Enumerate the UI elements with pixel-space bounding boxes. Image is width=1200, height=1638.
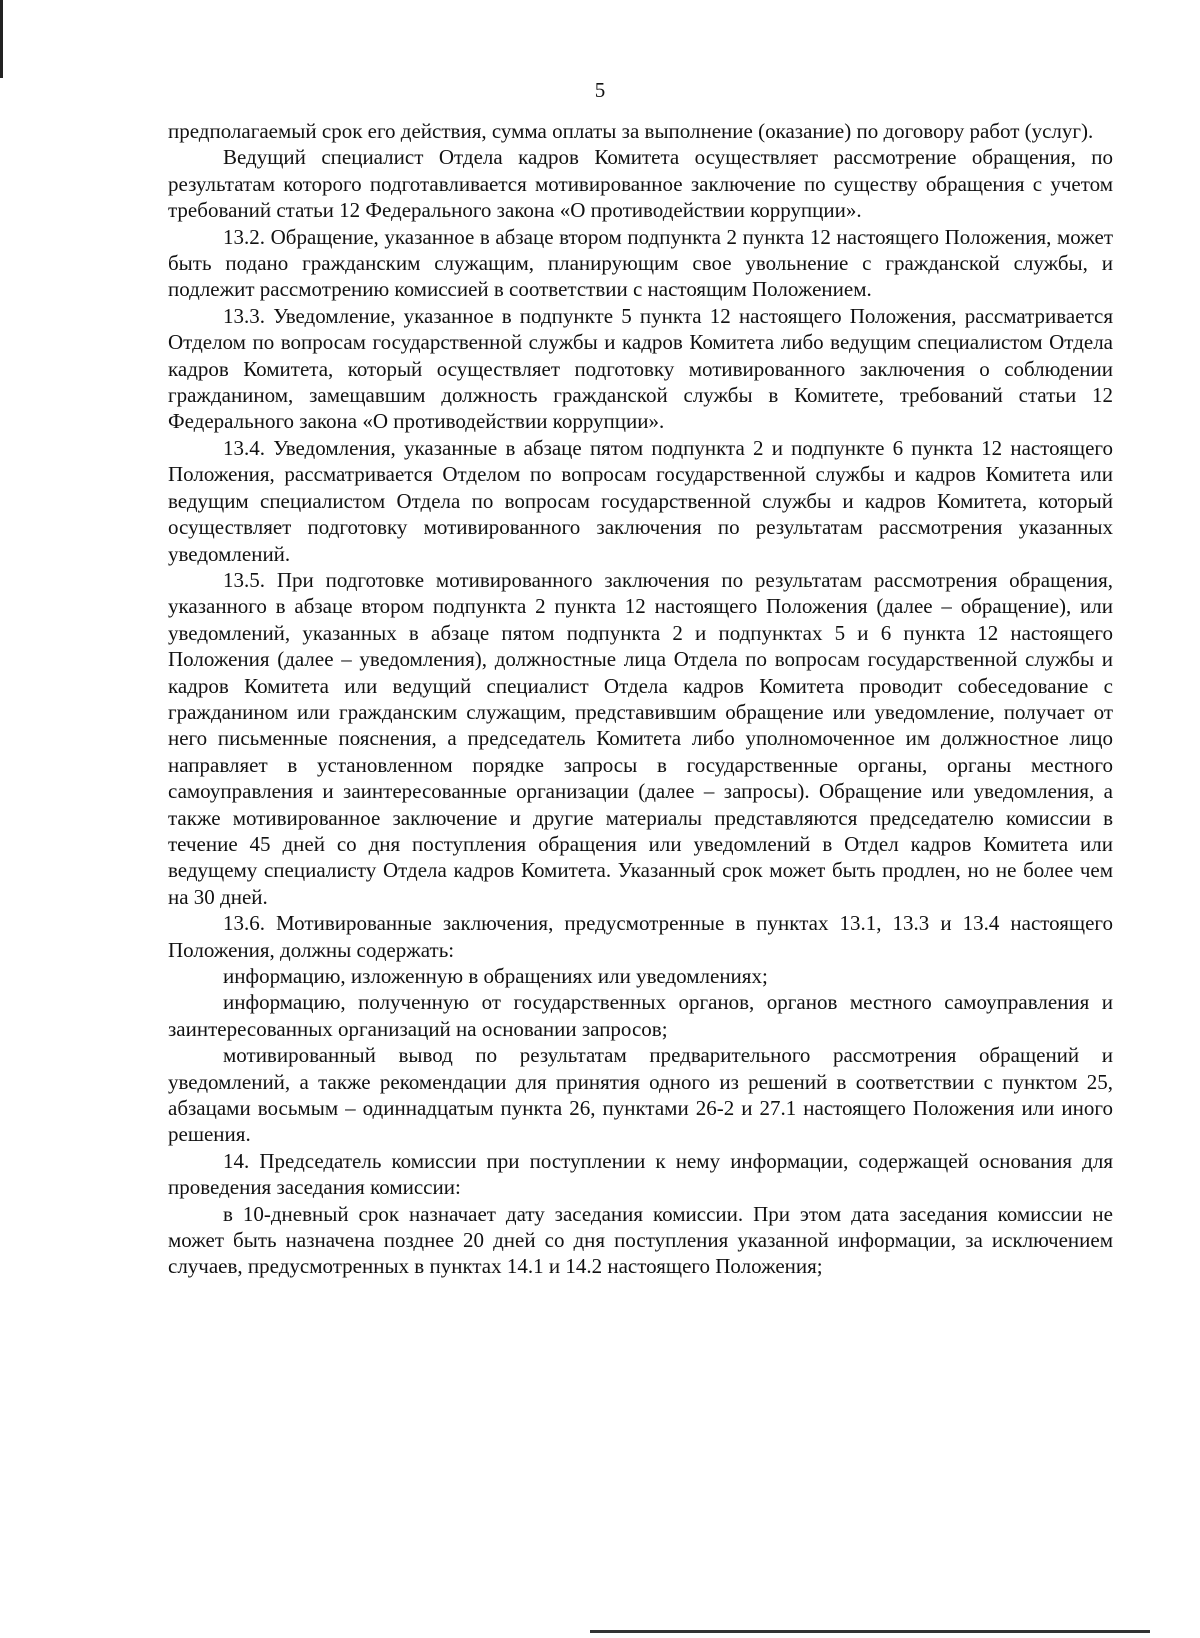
paragraph-13-2: 13.2. Обращение, указанное в абзаце втором подпункта 2 пункта 12 настоящего Положения, может быть подано гражданским служащим, планирующим свое увольнение с гражданской службы, и подлежит рассмотрению комиссией в соответствии с настоящим Положением. — [168, 224, 1113, 302]
paragraph-13-3: 13.3. Уведомление, указанное в подпункте 5 пункта 12 настоящего Положения, рассматривается Отделом по вопросам государственной службы и кадров Комитета либо ведущим специалистом Отдела кадров Комитета, который осуществляет подготовку мотивированного заключения о соблюдении гражданином, замещавшим должность гражданской службы в Комитете, требований статьи 12 Федерального закона «О противодействии коррупции». — [168, 303, 1113, 434]
scan-edge-bottom-mark — [590, 1630, 1150, 1633]
paragraph-13-6: 13.6. Мотивированные заключения, предусмотренные в пунктах 13.1, 13.3 и 13.4 настоящего Положения, должны содержать: — [168, 911, 1113, 962]
paragraph-13-5: 13.5. При подготовке мотивированного заключения по результатам рассмотрения обращения, указанного в абзаце втором подпункта 2 пункта 12 настоящего Положения (далее – обращение), или уведомлений, указанных в абзаце пятом подпункта 2 и подпунктах 5 и 6 пункта 12 настоящего Положения (далее – уведомления), должностные лица Отдела по вопросам государственной службы и кадров Комитета или ведущий специалист Отдела кадров Комитета проводит собеседование с гражданином или гражданским служащим, представившим обращение или уведомление, получает от него письменные пояснения, а председатель Комитета либо уполномоченное им должностное лицо направляет в установленном порядке запросы в государственные органы, органы местного самоуправления и заинтересованные организации (далее – запросы). Обращение или уведомления, а также мотивированное заключение и другие материалы представляются председателю комиссии в течение 45 дней со дня поступления обращения или уведомлений в Отдел кадров Комитета или ведущему специалисту Отдела кадров Комитета. Указанный срок может быть продлен, но не более чем на 30 дней. — [168, 567, 1113, 909]
scan-edge-mark — [0, 0, 3, 78]
paragraph-14-date: в 10-дневный срок назначает дату заседания комиссии. При этом дата заседания комиссии не может быть назначена позднее 20 дней со дня поступления указанной информации, за исключением случаев, предусмотренных в пунктах 14.1 и 14.2 настоящего Положения; — [168, 1201, 1113, 1279]
paragraph-lead-specialist: Ведущий специалист Отдела кадров Комитета осуществляет рассмотрение обращения, по результатам которого подготавливается мотивированное заключение по существу обращения с учетом требований статьи 12 Федерального закона «О противодействии коррупции». — [168, 145, 1113, 223]
paragraph-13-4: 13.4. Уведомления, указанные в абзаце пятом подпункта 2 и подпункте 6 пункта 12 настоящего Положения, рассматривается Отделом по вопросам государственной службы и кадров Комитета или ведущим специалистом Отдела по вопросам государственной службы и кадров Комитета, который осуществляет подготовку мотивированного заключения по результатам рассмотрения указанных уведомлений. — [168, 435, 1113, 566]
list-item-received-information: информацию, полученную от государственных органов, органов местного самоуправления и заинтересованных организаций на основании запросов; — [168, 990, 1113, 1041]
document-body — [168, 118, 1113, 1280]
page-number: 5 — [594, 78, 606, 102]
paragraph-14: 14. Председатель комиссии при поступлении к нему информации, содержащей основания для проведения заседания комиссии: — [168, 1148, 1113, 1200]
list-item-information: информацию, изложенную в обращениях или уведомлениях; — [223, 964, 768, 988]
paragraph-continuation: предполагаемый срок его действия, сумма оплаты за выполнение (оказание) по договору работ (услуг). — [168, 119, 1094, 143]
list-item-motivated-conclusion: мотивированный вывод по результатам предварительного рассмотрения обращений и уведомлений, а также рекомендации для принятия одного из решений в соответствии с пунктом 25, абзацами восьмым – одиннадцатым пункта 26, пунктами 26-2 и 27.1 настоящего Положения или иного решения. — [168, 1043, 1113, 1147]
